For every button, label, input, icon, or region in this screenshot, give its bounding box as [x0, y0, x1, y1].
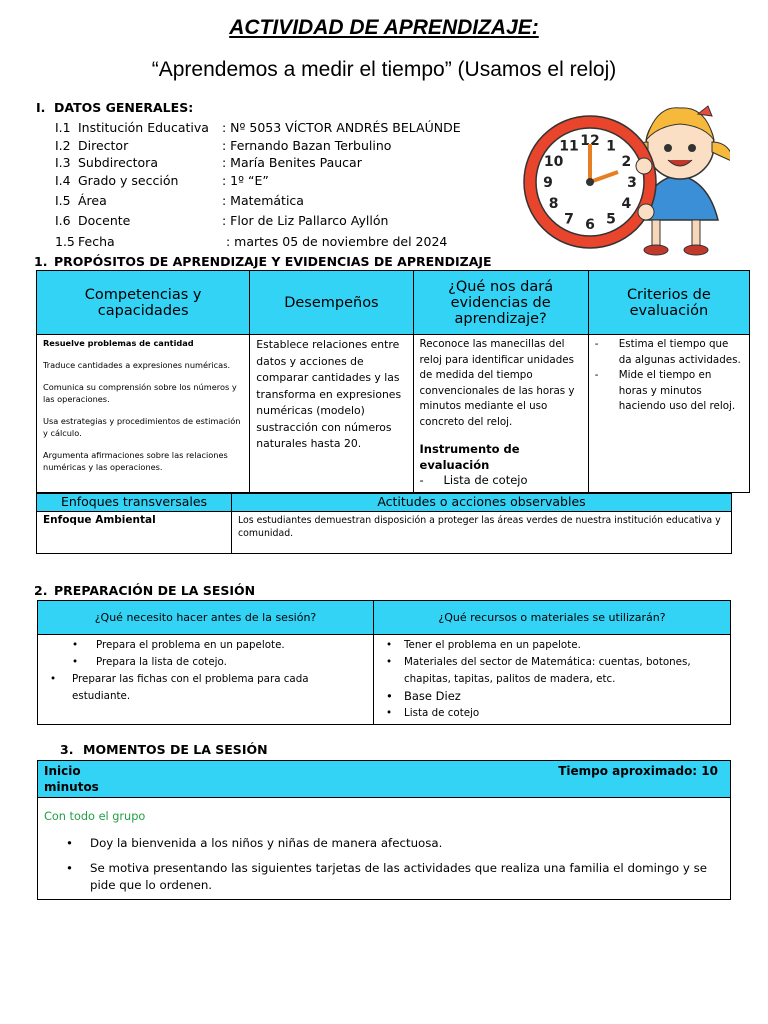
header-competencias: Competencias y capacidades [37, 271, 250, 335]
enfoque-name: Enfoque Ambiental [37, 512, 232, 554]
header-antes: ¿Qué necesito hacer antes de la sesión? [38, 601, 374, 635]
capacidad-item: Comunica su comprensión sobre los números y las operaciones. [43, 382, 237, 404]
clock-number: 3 [627, 175, 637, 191]
instrumento-title: Instrumento de evaluación [419, 442, 520, 472]
propositos-table [36, 270, 750, 493]
clock-number: 9 [543, 175, 553, 191]
clock-number: 11 [559, 138, 579, 155]
datos-row-num: I.2 [55, 138, 71, 153]
datos-row-label: Director [78, 138, 129, 153]
capacidad-item: Usa estrategias y procedimientos de estimación y cálculo. [43, 416, 241, 438]
grupo-label: Con todo el grupo [44, 810, 146, 823]
antes-item: • Prepara la lista de cotejo. [72, 656, 227, 668]
datos-row-label: Área [78, 193, 107, 208]
datos-row-num: I.6 [55, 213, 71, 228]
criterio-item: - Estima el tiempo que da algunas actividades. [595, 337, 743, 368]
datos-row-num: 1.5 [55, 234, 75, 249]
tiempo-label: Tiempo aproximado: 10 [558, 764, 718, 778]
recurso-item: • Base Diez [380, 688, 724, 705]
capacidad-item: Traduce cantidades a expresiones numéricas. [43, 360, 231, 370]
section2-heading: PREPARACIÓN DE LA SESIÓN [54, 583, 256, 598]
recurso-item: • Materiales del sector de Matemática: cuentas, botones, chapitas, tapitas, palitos de madera, etc. [380, 654, 724, 688]
clock-number: 10 [543, 154, 564, 170]
datos-row-label: Subdirectora [78, 155, 158, 170]
datos-row-value: : Nº 5053 VÍCTOR ANDRÉS BELAÚNDE [222, 120, 461, 135]
enfoque-text: Los estudiantes demuestran disposición a proteger las áreas verdes de nuestra institución educativa y comunidad. [232, 512, 732, 554]
datos-row-num: I.1 [55, 120, 71, 135]
section1-num: 1. [34, 254, 48, 269]
document-title: ACTIVIDAD DE APRENDIZAJE: [229, 16, 539, 39]
antes-list [44, 637, 367, 705]
header-desempenos: Desempeños [250, 271, 413, 335]
enfoques-table [36, 493, 732, 554]
datos-row-value: : martes 05 de noviembre del 2024 [226, 234, 448, 249]
evidencia-text: Reconoce las manecillas del reloj para identificar unidades de medida del tiempo convencionales de las horas y minutos mediante el uso concreto del reloj. [419, 338, 575, 428]
minutos-label: minutos [44, 780, 99, 794]
preparacion-table [37, 600, 731, 725]
girl-with-clock-illustration [520, 100, 730, 260]
header-criterios: Criterios de evaluación [588, 271, 749, 335]
header-evidencias: ¿Qué nos dará evidencias de aprendizaje? [413, 271, 588, 335]
datos-row-num: I.3 [55, 155, 71, 170]
section2-num: 2. [34, 583, 48, 598]
datos-row-value: : 1º “E” [222, 173, 269, 188]
antes-item: • Preparar las fichas con el problema para cada estudiante. [44, 671, 367, 705]
datos-row-num: I.4 [55, 173, 71, 188]
clock-number: 2 [621, 154, 632, 170]
girl-with-clock-icon [520, 100, 730, 260]
competencia-title: Resuelve problemas de cantidad [43, 338, 194, 348]
datos-heading: DATOS GENERALES: [54, 100, 194, 115]
clock-number: 4 [621, 196, 632, 212]
capacidad-item: Argumenta afirmaciones sobre las relaciones numéricas y las operaciones. [43, 450, 228, 472]
inicio-item: • Se motiva presentando las siguientes tarjetas de las actividades que realiza una familia el domingo y se pide que lo ordenen. [44, 860, 724, 894]
header-recursos: ¿Qué recursos o materiales se utilizarán? [374, 601, 731, 635]
clock-number: 5 [606, 211, 616, 228]
instrumento-list [420, 473, 582, 489]
datos-row-label: Fecha [78, 234, 115, 249]
datos-row-value: : Matemática [222, 193, 304, 208]
document-subtitle: “Aprendemos a medir el tiempo” (Usamos el reloj) [151, 58, 617, 81]
criterios-list [595, 337, 743, 415]
datos-row-num: I.5 [55, 193, 71, 208]
section3-num: 3. [60, 742, 74, 757]
inicio-label: Inicio [44, 764, 81, 778]
desempeno-text: Establece relaciones entre datos y acciones de comparar cantidades y las transforma en expresiones numéricas (modelo) sustracción con números naturales hasta 20. [256, 338, 402, 450]
recurso-item: • Lista de cotejo [380, 705, 724, 722]
clock-number: 7 [564, 211, 574, 228]
momentos-table [37, 760, 731, 900]
clock-number: 12 [580, 133, 600, 149]
criterio-item: - Mide el tiempo en horas y minutos haciendo uso del reloj. [595, 368, 743, 415]
datos-row-value: : María Benites Paucar [222, 155, 362, 170]
section1-heading: PROPÓSITOS DE APRENDIZAJE Y EVIDENCIAS DE APRENDIZAJE [54, 254, 492, 269]
inicio-list [44, 835, 724, 894]
datos-row-label: Docente [78, 213, 131, 228]
header-enfoques: Enfoques transversales [37, 494, 232, 512]
datos-row-label: Institución Educativa [78, 120, 209, 135]
clock-number: 1 [606, 138, 616, 155]
instrumento-item: - Lista de cotejo [420, 473, 582, 489]
datos-row-value: : Flor de Liz Pallarco Ayllón [222, 213, 389, 228]
inicio-item: • Doy la bienvenida a los niños y niñas de manera afectuosa. [44, 835, 724, 852]
recurso-item: • Tener el problema en un papelote. [380, 637, 724, 654]
section3-heading: MOMENTOS DE LA SESIÓN [83, 742, 268, 757]
datos-heading-num: I. [36, 100, 46, 115]
recursos-list [380, 637, 724, 722]
datos-row-label: Grado y sección [78, 173, 179, 188]
clock-number: 8 [548, 196, 559, 212]
header-actitudes: Actitudes o acciones observables [232, 494, 732, 512]
datos-row-value: : Fernando Bazan Terbulino [222, 138, 392, 153]
clock-number: 6 [585, 217, 595, 233]
antes-item: • Prepara el problema en un papelote. [72, 639, 285, 651]
